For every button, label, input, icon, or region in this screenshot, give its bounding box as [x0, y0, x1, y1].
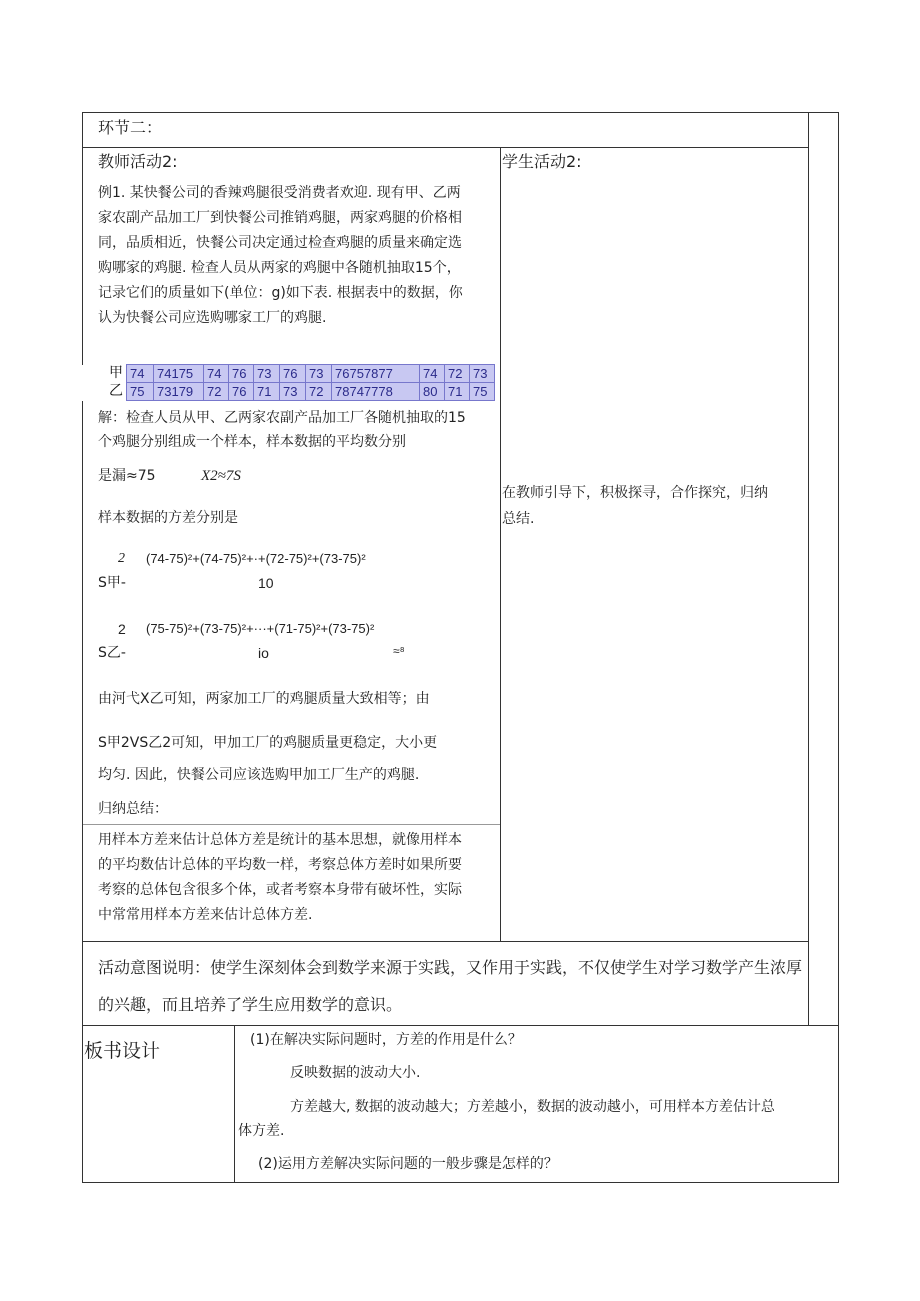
example-line: 认为快餐公司应选购哪家工厂的鸡腿. — [98, 310, 327, 326]
mean-line-a: 是漏≈75 — [98, 468, 156, 484]
summary-line: 中常常用样本方差来估计总体方差. — [98, 907, 313, 923]
table-cell: 76 — [229, 383, 254, 401]
summary-line: 用样本方差来估计总体方差是统计的基本思想，就像用样本 — [98, 832, 462, 848]
inner-right-border — [808, 112, 809, 1026]
row-label: 乙 — [82, 383, 127, 401]
table-bottom-border — [82, 1182, 839, 1183]
board-answer-2: 体方差. — [238, 1123, 285, 1139]
table-cell: 75 — [127, 383, 154, 401]
summary-divider — [83, 824, 500, 825]
example-line: 例1. 某快餐公司的香辣鸡腿很受消费者欢迎. 现有甲、乙两 — [98, 185, 461, 201]
example-line: 记录它们的质量如下(单位：g)如下表. 根据表中的数据，你 — [98, 285, 463, 301]
solution-line: 解：检查人员从甲、乙两家农副产品加工厂各随机抽取的15 — [98, 410, 466, 426]
variance1-denominator: 10 — [258, 575, 274, 591]
board-label-divider — [234, 1025, 235, 1183]
row-label: 甲 — [82, 365, 127, 383]
variance2-superscript: 2 — [118, 621, 126, 637]
solution-line: 个鸡腿分别组成一个样本，样本数据的平均数分别 — [98, 434, 406, 450]
section-title-divider — [82, 147, 809, 148]
table-cell: 71 — [254, 383, 280, 401]
board-design-label: 板书设计 — [84, 1040, 161, 1062]
conclusion-line: 由河弋X乙可知，两家加工厂的鸡腿质量大致相等；由 — [98, 691, 430, 707]
table-cell: 80 — [420, 383, 445, 401]
table-left-border — [82, 112, 83, 1183]
teacher-activity-heading: 教师活动2: — [98, 152, 178, 171]
conclusion-line: 均匀. 因此，快餐公司应该选购甲加工厂生产的鸡腿. — [98, 767, 420, 783]
variance1-expression: (74-75)²+(74-75)²+·+(72-75)²+(73-75)² — [146, 551, 366, 566]
intent-line: 的兴趣，而且培养了学生应用数学的意识。 — [98, 995, 403, 1014]
table-cell: 74 — [204, 365, 229, 383]
table-right-border — [838, 112, 839, 1183]
table-top-border — [82, 112, 839, 113]
table-row — [82, 383, 495, 401]
section-title: 环节二： — [98, 118, 163, 137]
table-cell: 74 — [127, 365, 154, 383]
table-cell: 73179 — [154, 383, 204, 401]
board-question-2: (2)运用方差解决实际问题的一般步骤是怎样的？ — [258, 1156, 558, 1172]
student-activity-text: 在教师引导下，积极探寻，合作探究，归纳 — [502, 485, 768, 501]
table-cell: 72 — [306, 383, 332, 401]
variance2-denominator: io — [258, 645, 269, 661]
table-cell: 72 — [204, 383, 229, 401]
example-line: 家农副产品加工厂到快餐公司推销鸡腿，两家鸡腿的价格相 — [98, 210, 462, 226]
table-cell: 76 — [280, 365, 306, 383]
student-activity-heading: 学生活动2: — [502, 152, 582, 171]
table-cell: 75 — [470, 383, 495, 401]
variance2-expression: (75-75)²+(73-75)²+···+(71-75)²+(73-75)² — [146, 621, 375, 636]
table-row — [82, 365, 495, 383]
chicken-leg-weight-table — [82, 364, 495, 401]
table-cell: 72 — [445, 365, 470, 383]
variance1-label: S甲- — [98, 575, 126, 591]
table-cell: 73 — [470, 365, 495, 383]
table-cell: 78747778 — [332, 383, 420, 401]
table-cell: 74175 — [154, 365, 204, 383]
table-cell: 73 — [280, 383, 306, 401]
mean-line-b: X2≈7S — [201, 468, 241, 484]
table-cell: 73 — [306, 365, 332, 383]
variance2-label: S乙- — [98, 645, 126, 661]
intent-line: 活动意图说明：使学生深刻体会到数学来源于实践，又作用于实践，不仅使学生对学习数学产生浓厚 — [98, 958, 803, 977]
table-cell: 74 — [420, 365, 445, 383]
variance-intro: 样本数据的方差分别是 — [98, 510, 238, 526]
table-cell: 73 — [254, 365, 280, 383]
teacher-student-divider — [500, 147, 501, 942]
conclusion-line: S甲2VS乙2可知，甲加工厂的鸡腿质量更稳定，大小更 — [98, 735, 438, 751]
intent-top-divider — [82, 941, 809, 942]
board-answer-1: 反映数据的波动大小. — [290, 1065, 421, 1081]
summary-line: 的平均数估计总体的平均数一样，考察总体方差时如果所要 — [98, 857, 462, 873]
summary-line: 考察的总体包含很多个体，或者考察本身带有破坏性，实际 — [98, 882, 462, 898]
variance1-superscript: 2 — [118, 551, 125, 566]
summary-heading: 归纳总结： — [98, 801, 168, 817]
board-question-1: (1)在解决实际问题时，方差的作用是什么？ — [250, 1032, 522, 1048]
student-activity-text: 总结. — [502, 511, 535, 527]
variance2-approx: ≈⁸ — [393, 644, 405, 658]
table-cell: 76 — [229, 365, 254, 383]
board-answer-2: 方差越大, 数据的波动越大；方差越小，数据的波动越小，可用样本方差估计总 — [290, 1099, 775, 1115]
example-line: 购哪家的鸡腿. 检查人员从两家的鸡腿中各随机抽取15个， — [98, 260, 461, 276]
board-top-border — [82, 1025, 839, 1026]
example-line: 同，品质相近，快餐公司决定通过检查鸡腿的质量来确定选 — [98, 235, 462, 251]
table-cell: 71 — [445, 383, 470, 401]
table-cell: 76757877 — [332, 365, 420, 383]
